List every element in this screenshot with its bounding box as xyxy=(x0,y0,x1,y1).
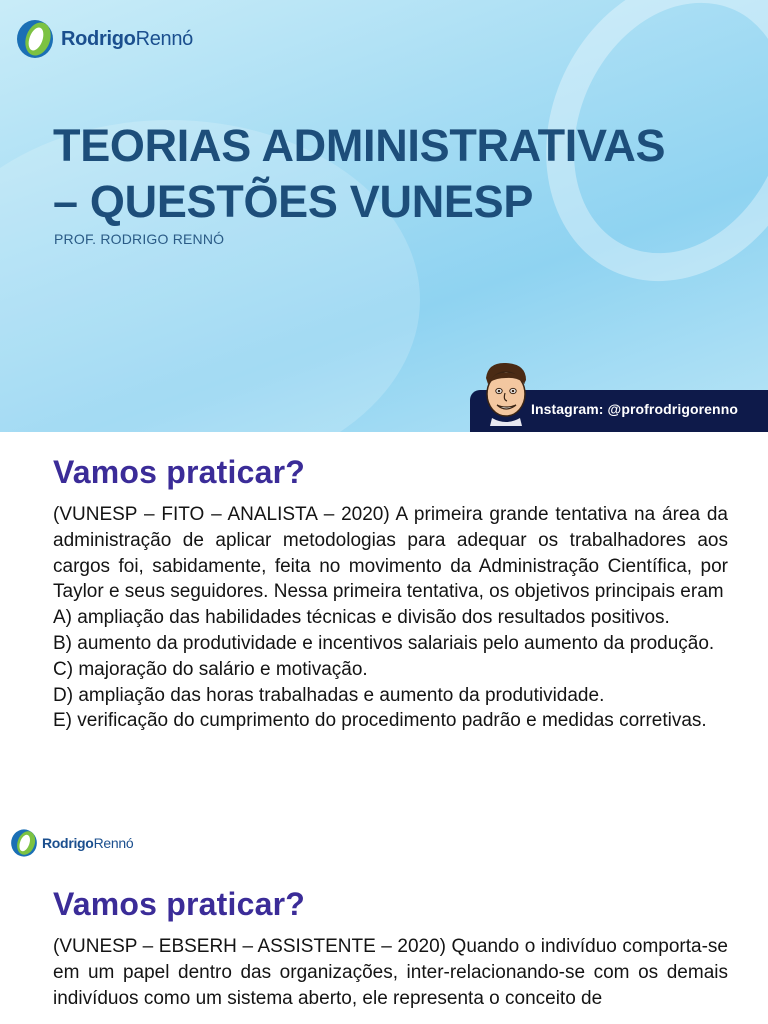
answer-option-e: E) verificação do cumprimento do procedimento padrão e medidas corretivas. xyxy=(53,710,707,732)
question-body xyxy=(53,934,728,1011)
question-stem: (VUNESP – EBSERH – ASSISTENTE – 2020) Quando o indivíduo comporta-se em um papel dentro das organizações, inter-relacionando-se com os demais indivíduos como um sistema aberto, ele representa o conceito de xyxy=(53,936,728,1009)
title-line: – QUESTÕES VUNESP xyxy=(53,176,534,227)
question-heading: Vamos praticar? xyxy=(53,454,305,490)
question-slide xyxy=(0,432,768,864)
answer-option-c: C) majoração do salário e motivação. xyxy=(53,658,368,680)
answer-option-b: B) aumento da produtividade e incentivos salariais pelo aumento da produção. xyxy=(53,632,715,654)
brand-name: RodrigoRennó xyxy=(42,835,134,851)
rodrigo-renno-logo-icon xyxy=(14,18,56,60)
answer-option-d: D) ampliação das horas trabalhadas e aumento da produtividade. xyxy=(53,684,605,706)
answer-option-a: A) ampliação das habilidades técnicas e divisão dos resultados positivos. xyxy=(53,607,670,629)
author-name: PROF. RODRIGO RENNÓ xyxy=(54,231,225,247)
instagram-handle: Instagram: @profrodrigorenno xyxy=(531,401,739,417)
rodrigo-renno-logo-icon xyxy=(9,828,39,858)
question-slide xyxy=(0,864,768,1024)
title-line: TEORIAS ADMINISTRATIVAS xyxy=(53,120,666,171)
brand-logo xyxy=(9,828,133,858)
caricature-avatar-icon xyxy=(478,360,534,426)
question-body xyxy=(53,502,728,734)
question-heading: Vamos praticar? xyxy=(53,886,305,922)
page-title xyxy=(53,118,753,230)
question-stem: (VUNESP – FITO – ANALISTA – 2020) A primeira grande tentativa na área da administração de aplicar metodologias para adequar os trabalhadores aos cargos foi, sabidamente, feita no movimento da Administração Científica, por Taylor e seus seguidores. Nessa primeira tentativa, os objetivos principais eram xyxy=(53,504,728,603)
brand-logo xyxy=(14,18,193,60)
brand-name: RodrigoRennó xyxy=(61,27,193,50)
cover-slide xyxy=(0,0,768,432)
